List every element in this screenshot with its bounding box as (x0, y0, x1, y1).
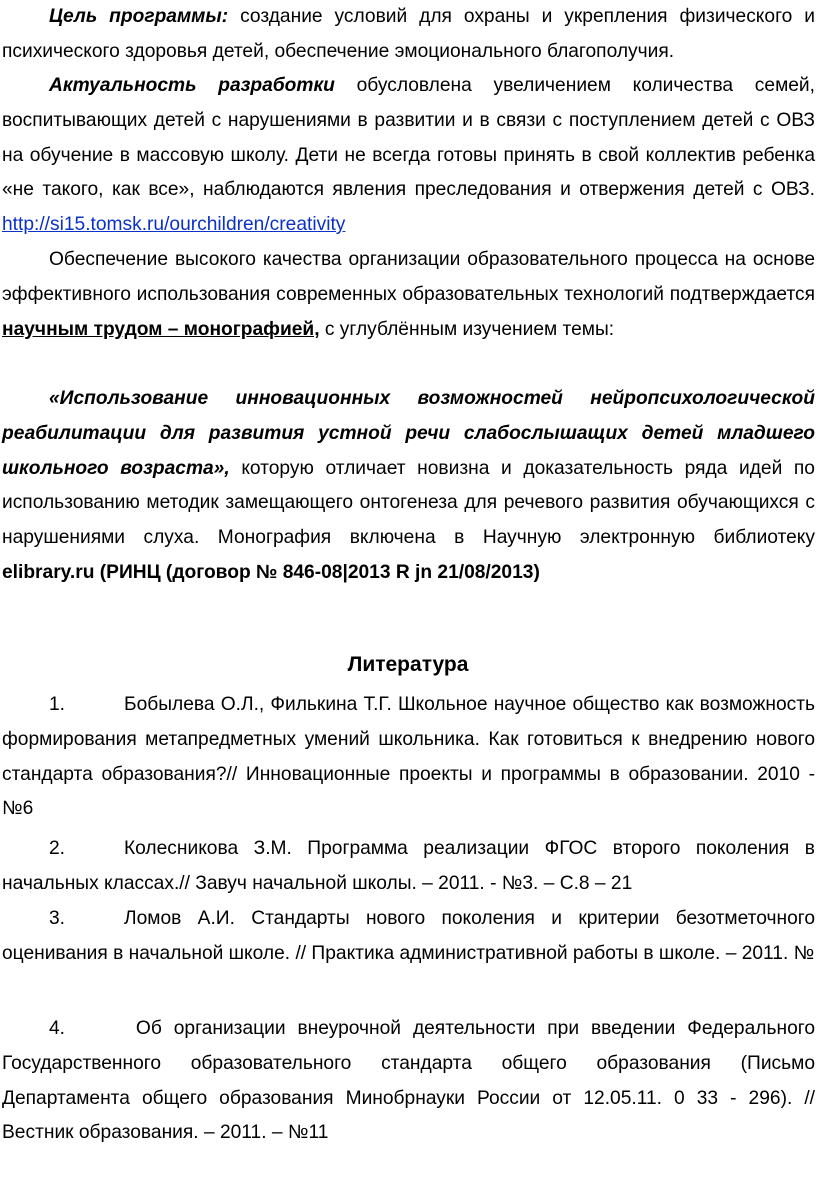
literature-item (2, 902, 815, 972)
creativity-link[interactable]: http://si15.tomsk.ru/ourchildren/creativity (2, 214, 346, 236)
goal-text: создание условий для охраны и укрепления физического и психического здоровья детей, обеспечение эмоционального благополучия. (2, 6, 815, 62)
literature-item-text: Ломов А.И. Стандарты нового поколения и критерии безотметочного оценивания в начальной школе. // Практика административной работы в школе. – 2011. № (2, 908, 815, 964)
literature-item-text: Колесникова З.М. Программа реализации ФГОС второго поколения в начальных классах.// Завуч начальной школы. – 2011. - №3. – С.8 – 21 (2, 838, 815, 894)
literature-item-text: Об организации внеурочной деятельности при введении Федерального Государственного образовательного стандарта общего образования (Письмо Департамента общего образования Минобрнауки России от 12.05.11. 0 33 - 296). // Вестник образования. – 2011. – №11 (2, 1018, 815, 1144)
goal-label: Цель программы: (49, 6, 229, 27)
goal-paragraph (2, 0, 815, 70)
literature-item-number: 2. (49, 838, 66, 859)
relevance-label: Актуальность разработки (49, 75, 335, 96)
library-reference: elibrary.ru (РИНЦ (договор № 846-08|2013 R jn 21/08/2013) (2, 561, 540, 583)
literature-item-number: 3. (49, 908, 66, 929)
literature-item-number: 4. (49, 1018, 66, 1039)
monograph-text: которую отличает новизна и доказательность ряда идей по использованию методик замещающего онтогенеза для речевого развития обучающихся с нарушениями слуха. Монография включена в Научную электронную библиотеку (2, 457, 815, 549)
literature-heading: Литература (347, 653, 469, 676)
literature-item (2, 832, 815, 902)
literature-item-number: 1. (49, 694, 66, 715)
relevance-paragraph (2, 69, 815, 243)
quality-paragraph (2, 243, 815, 347)
literature-item (2, 1012, 815, 1151)
literature-item (2, 688, 815, 827)
literature-item-text: Бобылева О.Л., Филькина Т.Г. Школьное научное общество как возможность формирования метапредметных умений школьника. Как готовиться к внедрению нового стандарта образования?// Инновационные проекты и программы в образовании. 2010 - №6 (2, 694, 815, 820)
monograph-paragraph (2, 382, 815, 591)
relevance-text: обусловлена увеличением количества семей, воспитывающих детей с нарушениями в развитии и в связи с поступлением детей с ОВЗ на обучение в массовую школу. Дети не всегда готовы принять в свой коллектив ребенка «не такого, как все», наблюдаются явления преследования и отвержения детей с ОВЗ. (2, 75, 815, 201)
quality-text-before: Обеспечение высокого качества организации образовательного процесса на основе эффективного использования современных образовательных технологий подтверждается (2, 249, 815, 305)
monograph-title: «Использование инновационных возможностей нейропсихологической реабилитации для развития устной речи слабослышащих детей младшего школьного возраста», (2, 388, 815, 479)
monograph-emphasis: научным трудом – монографией, (2, 318, 320, 340)
quality-text-after: с углублённым изучением темы: (319, 318, 615, 340)
